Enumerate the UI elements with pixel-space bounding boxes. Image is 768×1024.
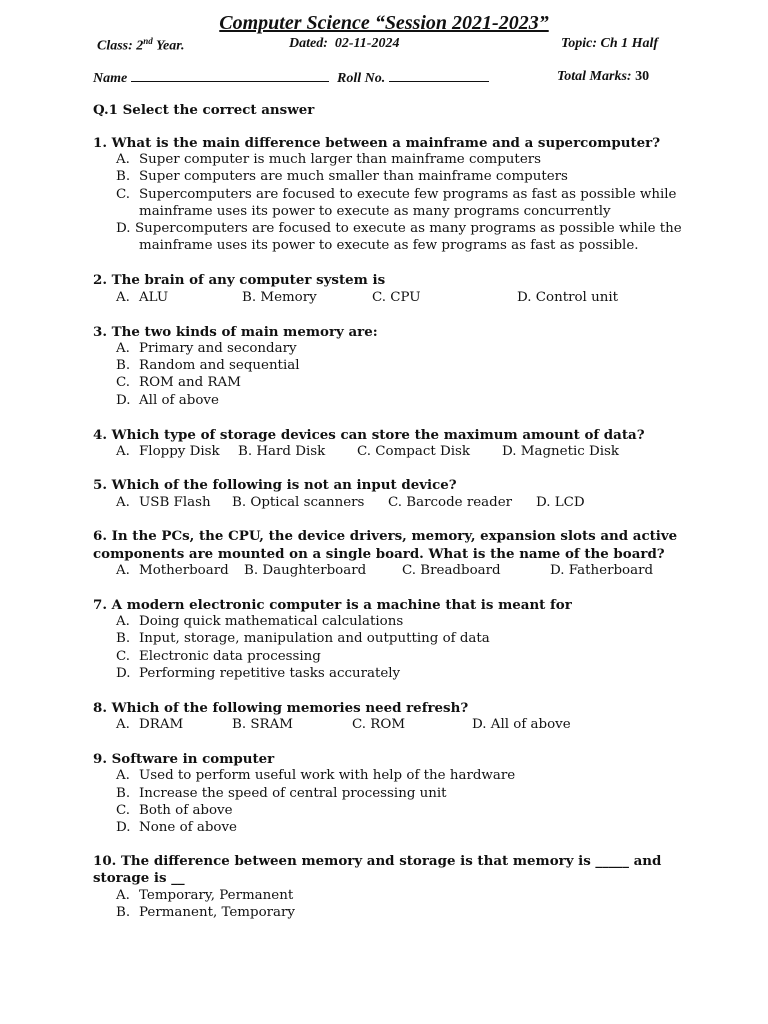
option-text-continued: mainframe uses its power to execute as few programs as fast as possible. <box>139 238 639 253</box>
option-text: B. Daughterboard <box>244 563 367 578</box>
question-8: 8. Which of the following memories need refresh? <box>93 700 469 716</box>
option-label: A. <box>116 888 130 903</box>
question-6-continued: components are mounted on a single board. What is the name of the board? <box>93 546 665 562</box>
option-text: Increase the speed of central processing unit <box>139 786 447 801</box>
option-label: D. <box>116 666 131 681</box>
option-label: D. <box>116 221 131 236</box>
option-label: C. <box>116 187 131 202</box>
option-text: C. ROM <box>352 717 406 732</box>
option-label: A. <box>116 444 130 459</box>
option-label: D. <box>116 393 131 408</box>
option-text: Performing repetitive tasks accurately <box>139 666 401 681</box>
question-10: 10. The difference between memory and storage is that memory is _____ and <box>93 853 662 869</box>
option-text: Random and sequential <box>139 358 300 373</box>
option-text: All of above <box>139 393 219 408</box>
question-4: 4. Which type of storage devices can store the maximum amount of data? <box>93 427 645 443</box>
option-text: USB Flash <box>139 495 211 510</box>
option-text: Both of above <box>139 803 233 818</box>
option-label: A. <box>116 717 130 732</box>
option-text-continued: mainframe uses its power to execute as many programs concurrently <box>139 204 611 219</box>
total-marks: Total Marks: 30 <box>557 69 650 84</box>
option-text: Primary and secondary <box>139 341 297 356</box>
option-text: D. LCD <box>536 495 585 510</box>
option-label: A. <box>116 341 130 356</box>
question-3: 3. The two kinds of main memory are: <box>93 324 378 340</box>
option-label: A. <box>116 614 130 629</box>
option-text: B. Optical scanners <box>232 495 365 510</box>
option-label: B. <box>116 169 131 184</box>
option-label: B. <box>116 786 131 801</box>
option-text: Floppy Disk <box>139 444 220 459</box>
option-text: Permanent, Temporary <box>139 905 295 920</box>
option-label: B. <box>116 905 131 920</box>
page-title: Computer Science “Session 2021-2023” <box>219 12 549 34</box>
option-label: C. <box>116 375 131 390</box>
option-label: A. <box>116 152 130 167</box>
option-label: C. <box>116 649 131 664</box>
question-2: 2. The brain of any computer system is <box>93 272 386 288</box>
option-text: Electronic data processing <box>139 649 321 664</box>
question-5: 5. Which of the following is not an input device? <box>93 477 457 493</box>
option-label: B. <box>116 358 131 373</box>
option-text: D. All of above <box>472 717 571 732</box>
name-field: Name <box>93 69 329 87</box>
option-text: None of above <box>139 820 237 835</box>
option-label: A. <box>116 290 130 305</box>
option-text: Used to perform useful work with help of the hardware <box>139 768 516 783</box>
option-text: ROM and RAM <box>139 375 241 390</box>
roll-field: Roll No. <box>337 69 489 87</box>
option-text: D. Control unit <box>517 290 618 305</box>
option-text: D. Fatherboard <box>550 563 654 578</box>
option-label: A. <box>116 495 130 510</box>
option-label: B. <box>116 631 131 646</box>
option-text: Doing quick mathematical calculations <box>139 614 404 629</box>
option-label: A. <box>116 563 130 578</box>
option-text: Input, storage, manipulation and outputting of data <box>139 631 490 646</box>
question-10-continued: storage is __ <box>93 870 185 886</box>
option-text: C. CPU <box>372 290 421 305</box>
option-text: Super computers are much smaller than mainframe computers <box>139 169 568 184</box>
question-1: 1. What is the main difference between a mainframe and a supercomputer? <box>93 135 661 151</box>
topic-info: Topic: Ch 1 Half <box>561 36 659 51</box>
question-9: 9. Software in computer <box>93 751 275 767</box>
option-text: B. SRAM <box>232 717 293 732</box>
option-text: Supercomputers are focused to execute as many programs as possible while the <box>135 221 682 236</box>
option-text: ALU <box>139 290 169 305</box>
question-6: 6. In the PCs, the CPU, the device drivers, memory, expansion slots and active <box>93 528 678 544</box>
option-text: B. Memory <box>242 290 317 305</box>
option-label: A. <box>116 768 130 783</box>
question-7: 7. A modern electronic computer is a machine that is meant for <box>93 597 572 613</box>
option-text: D. Magnetic Disk <box>502 444 620 459</box>
class-info: Class: 2nd Year. <box>97 36 185 54</box>
section-heading: Q.1 Select the correct answer <box>93 102 315 118</box>
option-text: Temporary, Permanent <box>139 888 294 903</box>
option-text: DRAM <box>139 717 184 732</box>
option-text: C. Barcode reader <box>388 495 513 510</box>
option-text: C. Compact Disk <box>357 444 470 459</box>
option-text: Supercomputers are focused to execute few programs as fast as possible while <box>139 187 677 202</box>
option-text: Motherboard <box>139 563 229 578</box>
option-text: C. Breadboard <box>402 563 501 578</box>
option-label: C. <box>116 803 131 818</box>
option-label: D. <box>116 820 131 835</box>
option-text: Super computer is much larger than mainframe computers <box>139 152 542 167</box>
option-text: B. Hard Disk <box>238 444 326 459</box>
date-info: Dated: 02-11-2024 <box>289 36 400 51</box>
